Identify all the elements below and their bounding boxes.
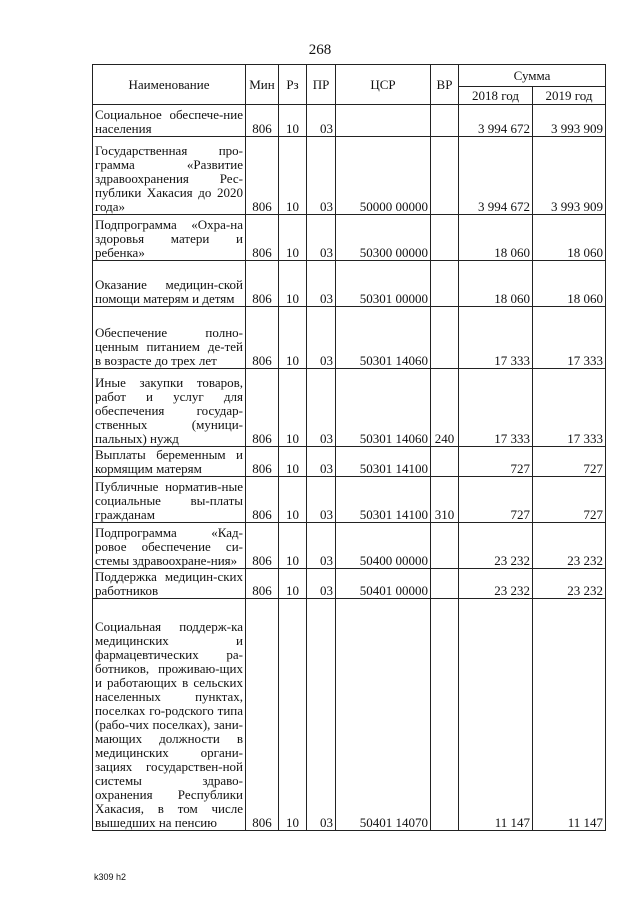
row-sum-2018: 18 060 [459, 215, 533, 261]
row-min: 806 [246, 105, 279, 137]
table-row [93, 261, 606, 307]
row-sum-2019: 3 993 909 [533, 137, 606, 215]
row-sum-2019: 23 232 [533, 569, 606, 599]
row-csr [336, 105, 431, 137]
row-sum-2019: 17 333 [533, 307, 606, 369]
row-pr: 03 [307, 369, 336, 447]
row-name: Обеспечение полно-ценным питанием де-тей в возрасте до трех лет [93, 307, 246, 369]
row-sum-2018: 3 994 672 [459, 137, 533, 215]
row-min: 806 [246, 215, 279, 261]
row-min: 806 [246, 599, 279, 831]
row-pr: 03 [307, 261, 336, 307]
row-name: Государственная про-грамма «Развитие здравоохранения Рес-публики Хакасия до 2020 года» [93, 137, 246, 215]
row-pr: 03 [307, 477, 336, 523]
row-csr: 50000 00000 [336, 137, 431, 215]
row-rz: 10 [279, 523, 307, 569]
header-sum: Сумма [459, 65, 606, 87]
row-sum-2018: 23 232 [459, 569, 533, 599]
row-name: Подпрограмма «Кад-ровое обеспечение си-стемы здравоохране-ния» [93, 523, 246, 569]
row-sum-2018: 18 060 [459, 261, 533, 307]
row-sum-2019: 11 147 [533, 599, 606, 831]
row-csr: 50300 00000 [336, 215, 431, 261]
row-rz: 10 [279, 261, 307, 307]
row-sum-2018: 727 [459, 447, 533, 477]
header-rz: Рз [279, 65, 307, 105]
row-rz: 10 [279, 215, 307, 261]
row-csr: 50301 00000 [336, 261, 431, 307]
row-sum-2019: 23 232 [533, 523, 606, 569]
row-vr [431, 523, 459, 569]
row-min: 806 [246, 447, 279, 477]
row-name: Иные закупки товаров, работ и услуг для обеспечения государ-ственных (муници-пальных) нужд [93, 369, 246, 447]
row-csr: 50301 14060 [336, 369, 431, 447]
row-sum-2019: 727 [533, 447, 606, 477]
row-vr [431, 261, 459, 307]
header-year-2018: 2018 год [459, 87, 533, 105]
row-sum-2019: 3 993 909 [533, 105, 606, 137]
row-vr [431, 599, 459, 831]
row-pr: 03 [307, 105, 336, 137]
row-sum-2019: 18 060 [533, 261, 606, 307]
row-pr: 03 [307, 599, 336, 831]
table-row [93, 105, 606, 137]
row-vr [431, 569, 459, 599]
row-min: 806 [246, 477, 279, 523]
table-row [93, 215, 606, 261]
row-vr [431, 307, 459, 369]
row-min: 806 [246, 307, 279, 369]
table-row [93, 477, 606, 523]
row-sum-2019: 17 333 [533, 369, 606, 447]
row-csr: 50301 14060 [336, 307, 431, 369]
header-row-top [93, 65, 606, 87]
footer-code: k309 h2 [94, 872, 127, 882]
row-name: Социальная поддерж-ка медицинских и фармацевтических ра-ботников, проживаю-щих и работающих в сельских населенных пунктах, поселках го-родского типа (рабо-чих поселках), зани-мающих должности в медицинских органи-зациях государствен-ной системы здраво-охранения Республики Хакасия, в том числе вышедших на пенсию [93, 599, 246, 831]
row-min: 806 [246, 261, 279, 307]
table-row [93, 447, 606, 477]
row-pr: 03 [307, 307, 336, 369]
row-name: Социальное обеспече-ние населения [93, 105, 246, 137]
row-min: 806 [246, 369, 279, 447]
row-csr: 50301 14100 [336, 477, 431, 523]
row-name: Оказание медицин-ской помощи матерям и детям [93, 261, 246, 307]
row-pr: 03 [307, 569, 336, 599]
table-row [93, 369, 606, 447]
row-pr: 03 [307, 137, 336, 215]
row-sum-2018: 23 232 [459, 523, 533, 569]
table-row [93, 307, 606, 369]
page-number: 268 [308, 42, 332, 58]
row-vr [431, 447, 459, 477]
row-vr [431, 137, 459, 215]
row-sum-2018: 11 147 [459, 599, 533, 831]
row-name: Публичные норматив-ные социальные вы-платы гражданам [93, 477, 246, 523]
row-rz: 10 [279, 447, 307, 477]
row-csr: 50301 14100 [336, 447, 431, 477]
header-min: Мин [246, 65, 279, 105]
row-sum-2018: 3 994 672 [459, 105, 533, 137]
table-row [93, 137, 606, 215]
row-rz: 10 [279, 137, 307, 215]
table-row [93, 523, 606, 569]
header-pr: ПР [307, 65, 336, 105]
header-csr: ЦСР [336, 65, 431, 105]
row-vr [431, 105, 459, 137]
row-rz: 10 [279, 599, 307, 831]
row-pr: 03 [307, 447, 336, 477]
row-sum-2019: 18 060 [533, 215, 606, 261]
table-row [93, 599, 606, 831]
row-rz: 10 [279, 307, 307, 369]
row-sum-2018: 727 [459, 477, 533, 523]
row-sum-2019: 727 [533, 477, 606, 523]
row-name: Выплаты беременным и кормящим матерям [93, 447, 246, 477]
row-pr: 03 [307, 215, 336, 261]
row-rz: 10 [279, 369, 307, 447]
row-min: 806 [246, 137, 279, 215]
row-vr: 310 [431, 477, 459, 523]
header-name: Наименование [93, 65, 246, 105]
row-vr [431, 215, 459, 261]
header-year-2019: 2019 год [533, 87, 606, 105]
row-sum-2018: 17 333 [459, 369, 533, 447]
row-sum-2018: 17 333 [459, 307, 533, 369]
row-pr: 03 [307, 523, 336, 569]
row-csr: 50400 00000 [336, 523, 431, 569]
row-name: Поддержка медицин-ских работников [93, 569, 246, 599]
table-row [93, 569, 606, 599]
header-vr: ВР [431, 65, 459, 105]
row-rz: 10 [279, 105, 307, 137]
row-vr: 240 [431, 369, 459, 447]
row-csr: 50401 00000 [336, 569, 431, 599]
row-min: 806 [246, 569, 279, 599]
budget-table [92, 64, 606, 831]
row-rz: 10 [279, 477, 307, 523]
row-csr: 50401 14070 [336, 599, 431, 831]
row-name: Подпрограмма «Охра-на здоровья матери и ребенка» [93, 215, 246, 261]
row-min: 806 [246, 523, 279, 569]
row-rz: 10 [279, 569, 307, 599]
